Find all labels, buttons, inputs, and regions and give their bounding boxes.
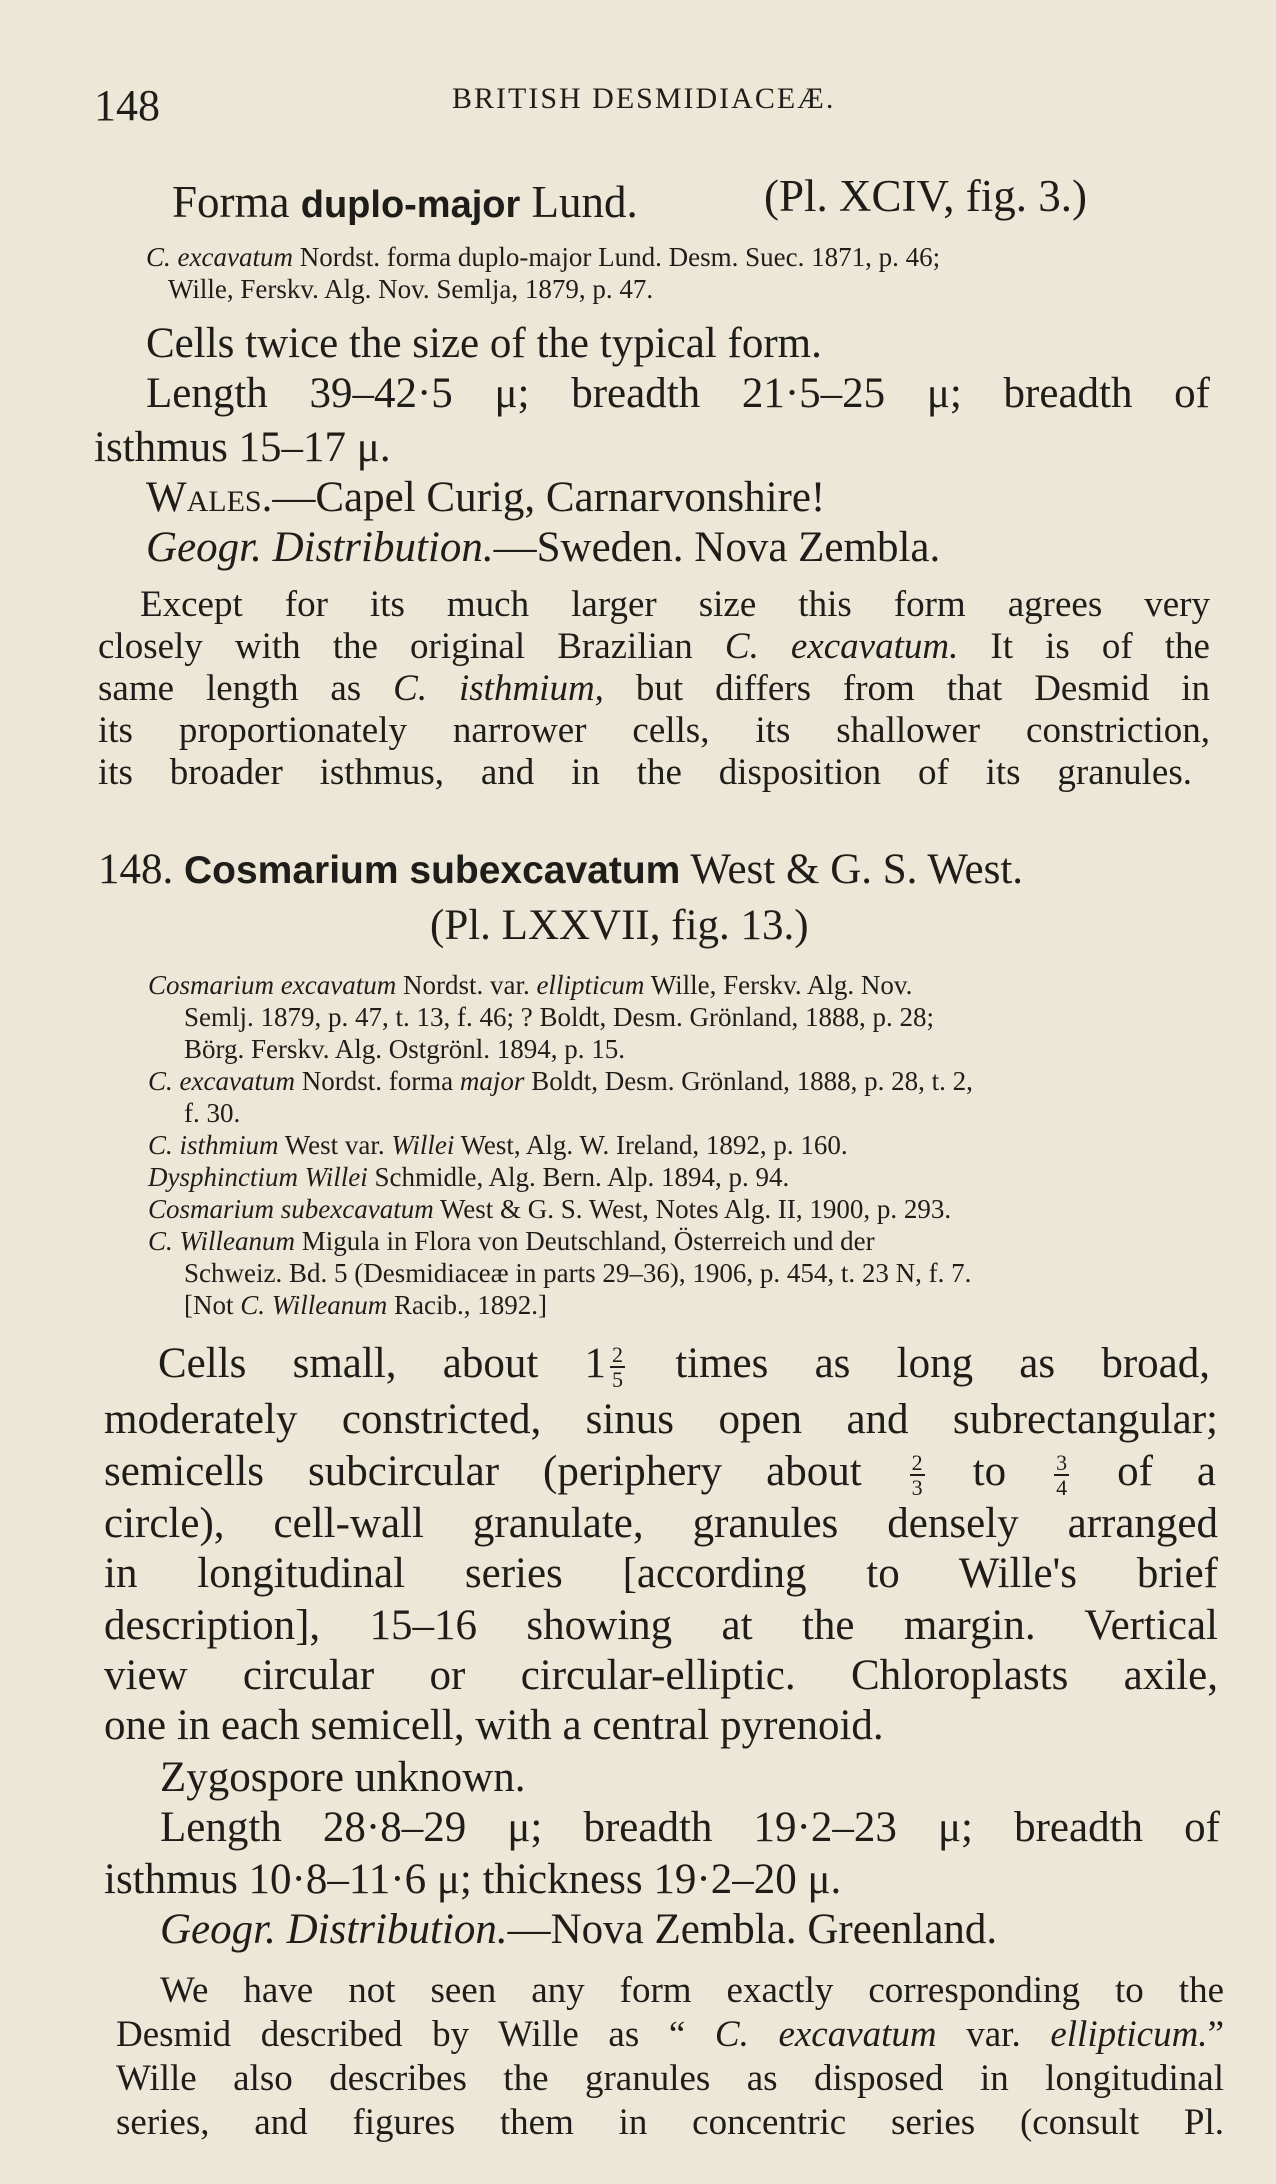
species-note-line: Wille also describes the granules as disposed in longitudinal: [116, 2058, 1224, 2099]
forma-note-line: Except for its much larger size this form agrees very: [140, 584, 1210, 625]
forma-measurements: Length 39–42·5 μ; breadth 21·5–25 μ; breadth of: [146, 370, 1210, 417]
forma-synonym: C. excavatum Nordst. forma duplo-major Lund. Desm. Suec. 1871, p. 46;: [146, 242, 941, 272]
species-synonym-cont: Schweiz. Bd. 5 (Desmidiaceæ in parts 29–36), 1906, p. 454, t. 23 N, f. 7.: [184, 1258, 972, 1288]
fraction: $\frac{2}{3}$: [911, 1450, 923, 1501]
species-number: 148.: [98, 846, 174, 893]
species-description-line: one in each semicell, with a central pyrenoid.: [104, 1702, 884, 1749]
species-note-line: Desmid described by Wille as “ C. excavatum var. ellipticum.”: [116, 2014, 1224, 2055]
forma-note-line: its broader isthmus, and in the disposition of its granules.: [98, 752, 1192, 793]
forma-distribution: Geogr. Distribution.—Sweden. Nova Zembla.: [146, 524, 941, 571]
forma-name: duplo-major: [300, 184, 521, 226]
species-measurements: Length 28·8–29 μ; breadth 19·2–23 μ; breadth of: [160, 1804, 1220, 1851]
forma-note-line: closely with the original Brazilian C. excavatum. It is of the: [98, 626, 1210, 667]
species-description-line: Cells small, about 1 $\frac{2}{5}$ times as long as broad,: [158, 1340, 1210, 1393]
forma-locality: Wales.—Capel Curig, Carnarvonshire!: [146, 474, 826, 521]
species-synonym: Cosmarium subexcavatum West & G. S. West, Notes Alg. II, 1900, p. 293.: [148, 1194, 952, 1224]
forma-plate-ref: (Pl. XCIV, fig. 3.): [764, 171, 1087, 221]
forma-synonym-cont: Wille, Ferskv. Alg. Nov. Semlja, 1879, p. 47.: [168, 274, 654, 304]
species-note-line: series, and figures them in concentric series (consult Pl.: [116, 2102, 1224, 2143]
fraction: $\frac{2}{5}$: [612, 1342, 623, 1393]
species-synonym: Cosmarium excavatum Nordst. var. ellipticum Wille, Ferskv. Alg. Nov.: [148, 970, 913, 1000]
running-title: BRITISH DESMIDIACEÆ.: [452, 82, 836, 115]
species-distribution: Geogr. Distribution.—Nova Zembla. Greenland.: [160, 1906, 998, 1953]
species-synonym: C. isthmium West var. Willei West, Alg. W. Ireland, 1892, p. 160.: [148, 1130, 848, 1160]
species-synonym: [Not C. Willeanum Racib., 1892.]: [184, 1290, 547, 1320]
forma-measurements-cont: isthmus 15–17 μ.: [94, 424, 391, 471]
species-name: Cosmarium subexcavatum: [184, 849, 681, 892]
species-synonym-cont: f. 30.: [184, 1098, 241, 1128]
species-authority: West & G. S. West.: [680, 846, 1024, 893]
species-synonym-cont: Semlj. 1879, p. 47, t. 13, f. 46; ? Boldt, Desm. Grönland, 1888, p. 28;: [184, 1002, 934, 1032]
forma-note-line: its proportionately narrower cells, its shallower constriction,: [98, 710, 1210, 751]
species-synonym-cont: Börg. Ferskv. Alg. Ostgrönl. 1894, p. 15.: [184, 1034, 626, 1064]
species-synonym: C. excavatum Nordst. forma major Boldt, Desm. Grönland, 1888, p. 28, t. 2,: [148, 1066, 973, 1096]
species-description-line: description], 15–16 showing at the margin. Vertical: [104, 1602, 1218, 1649]
species-description-line: moderately constricted, sinus open and subrectangular;: [104, 1396, 1218, 1443]
forma-note-line: same length as C. isthmium, but differs from that Desmid in: [98, 668, 1211, 709]
forma-description: Cells twice the size of the typical form.: [146, 320, 822, 367]
species-description-line: circle), cell-wall granulate, granules densely arranged: [104, 1500, 1218, 1547]
forma-heading: Forma duplo-major Lund.: [172, 177, 638, 227]
species-plate-ref: (Pl. LXXVII, fig. 13.): [430, 902, 809, 949]
species-description-line: view circular or circular-elliptic. Chloroplasts axile,: [104, 1652, 1218, 1699]
species-description-line: in longitudinal series [according to Wille's brief: [104, 1550, 1218, 1597]
species-synonym: C. Willeanum Migula in Flora von Deutschland, Österreich und der: [148, 1226, 875, 1256]
species-zygospore: Zygospore unknown.: [160, 1754, 526, 1801]
species-description-line: semicells subcircular (periphery about $\frac{2}{3}$ to $\frac{3}{4}$ of a: [104, 1448, 1216, 1501]
page-number: 148: [94, 81, 160, 130]
species-heading: [98, 848, 1023, 891]
species-measurements-cont: isthmus 10·8–11·6 μ; thickness 19·2–20 μ.: [104, 1856, 842, 1903]
fraction: $\frac{3}{4}$: [1056, 1450, 1068, 1501]
species-note-line: We have not seen any form exactly corresponding to the: [160, 1970, 1224, 2011]
species-synonym: Dysphinctium Willei Schmidle, Alg. Bern. Alp. 1894, p. 94.: [148, 1162, 790, 1192]
